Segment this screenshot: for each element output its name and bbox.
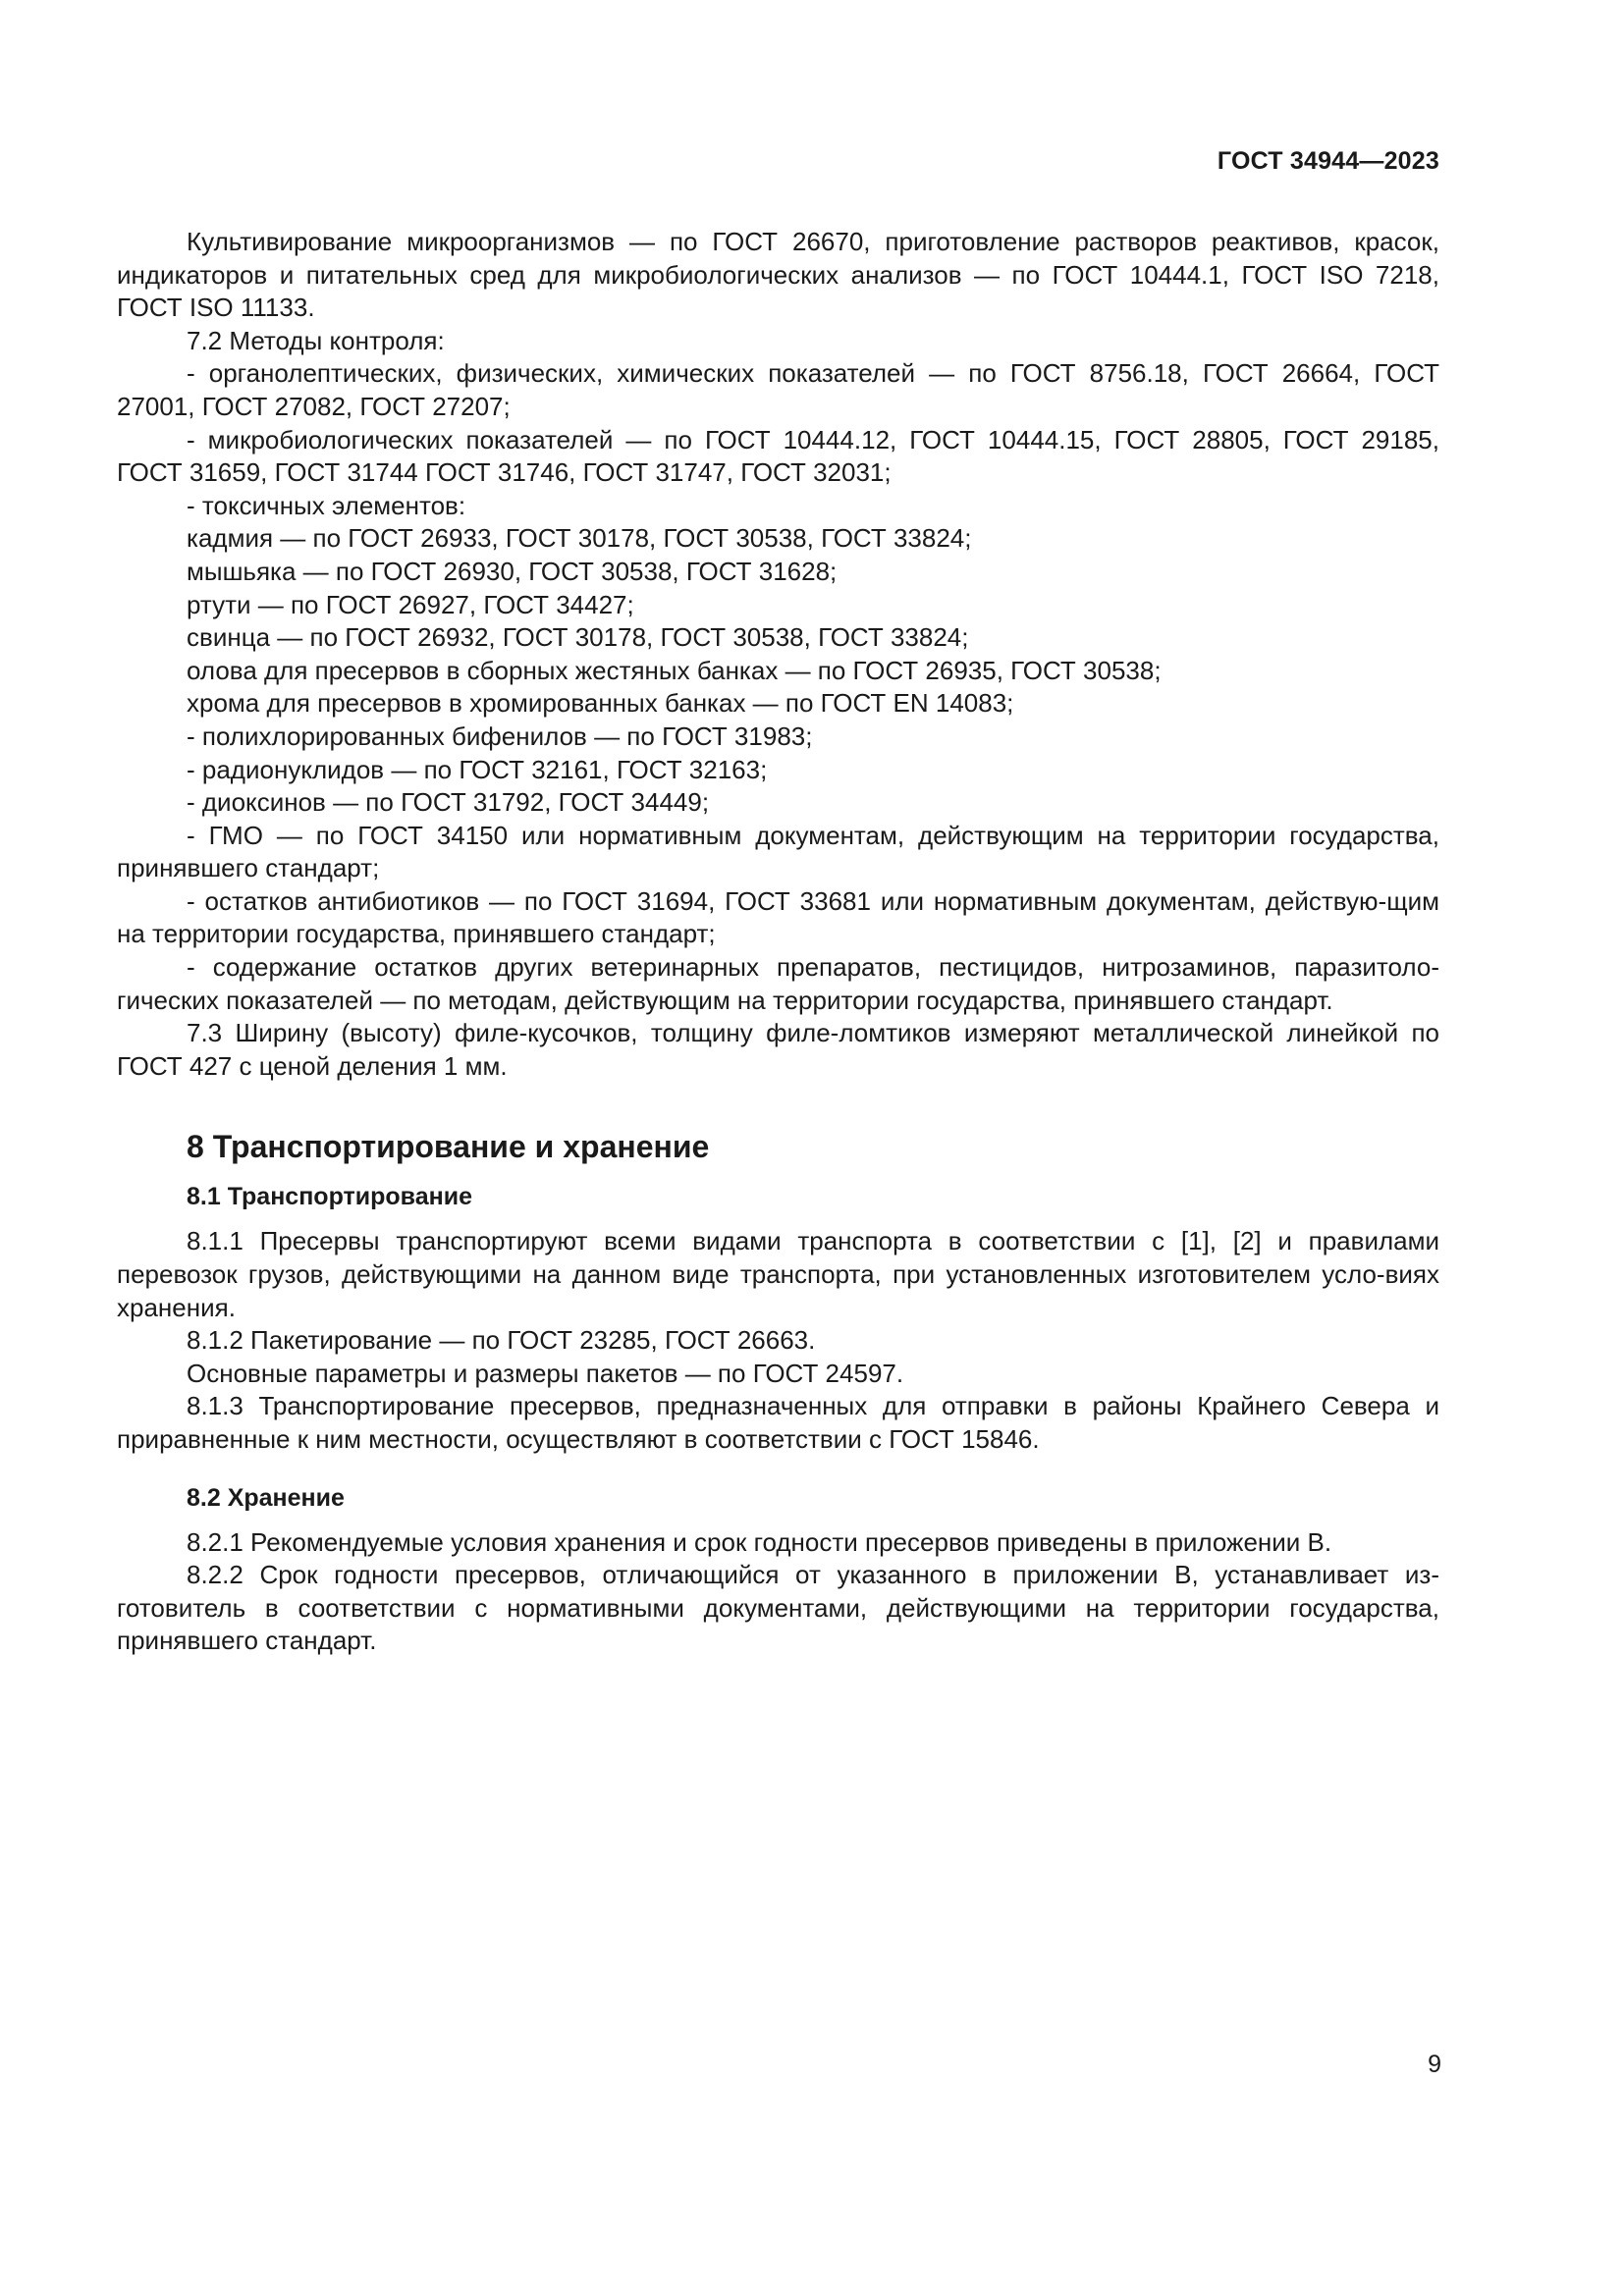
list-item: - полихлорированных бифенилов — по ГОСТ 31983; [187,721,813,751]
list-item: - органолептических, физических, химических показателей — по ГОСТ 8756.18, ГОСТ 26664, ГОСТ 27001, ГОСТ 27082, ГОСТ 27207; [117,358,1439,421]
list-item: олова для пресервов в сборных жестяных банках — по ГОСТ 26935, ГОСТ 30538; [187,655,1162,685]
list-item: - токсичных элементов: [187,490,466,520]
subsection-heading: 8.2 Хранение [187,1483,345,1512]
paragraph: 8.1.1 Пресервы транспортируют всеми видами транспорта в соответствии с [1], [2] и правилами перевозок грузов, действующими на данном виде транспорта, при установленных изготовителем усло-виях хранения. [117,1226,1439,1322]
list-item: - ГМО — по ГОСТ 34150 или нормативным документам, действующим на территории государства, принявшего стандарт; [117,820,1439,883]
list-item: - диоксинов — по ГОСТ 31792, ГОСТ 34449; [187,787,710,818]
list-item: мышьяка — по ГОСТ 26930, ГОСТ 30538, ГОСТ 31628; [187,556,838,586]
paragraph: 8.2.1 Рекомендуемые условия хранения и срок годности пресервов приведены в приложении В. [187,1526,1332,1557]
list-item: свинца — по ГОСТ 26932, ГОСТ 30178, ГОСТ 30538, ГОСТ 33824; [187,622,969,653]
document-code: ГОСТ 34944—2023 [1217,147,1439,175]
list-item: - содержание остатков других ветеринарных препаратов, пестицидов, нитрозаминов, паразитоло-гических показателей — по методам, действующим на территории государства, принявшего стандарт. [117,952,1439,1015]
paragraph: Основные параметры и размеры пакетов — по ГОСТ 24597. [187,1358,904,1388]
paragraph: 7.2 Методы контроля: [187,325,445,355]
list-item: - остатков антибиотиков — по ГОСТ 31694, ГОСТ 33681 или нормативным документам, действую-щим на территории государства, принявшего стандарт; [117,885,1439,949]
paragraph: Культивирование микроорганизмов — по ГОСТ 26670, приготовление растворов реактивов, красок, индикаторов и питательных сред для микробиологических анализов — по ГОСТ 10444.1, ГОСТ ISO 7218, ГОСТ ISO 11133. [117,227,1439,323]
list-item: - радионуклидов — по ГОСТ 32161, ГОСТ 32163; [187,754,768,784]
document-body [117,226,1439,1658]
list-item: хрома для пресервов в хромированных банках — по ГОСТ EN 14083; [187,688,1014,719]
subsection-heading: 8.1 Транспортирование [187,1183,472,1211]
list-item: - микробиологических показателей — по ГОСТ 10444.12, ГОСТ 10444.15, ГОСТ 28805, ГОСТ 29185, ГОСТ 31659, ГОСТ 31744 ГОСТ 31746, ГОСТ 31747, ГОСТ 32031; [117,424,1439,488]
section-heading: 8 Транспортирование и хранение [187,1129,710,1165]
paragraph: 8.2.2 Срок годности пресервов, отличающийся от указанного в приложении В, устанавливает из-готовитель в соответствии с нормативными документами, действующими на территории государства, принявшего стандарт. [117,1560,1439,1656]
list-item: кадмия — по ГОСТ 26933, ГОСТ 30178, ГОСТ 30538, ГОСТ 33824; [187,523,972,554]
page-number: 9 [1428,2051,1441,2078]
paragraph: 7.3 Ширину (высоту) филе-кусочков, толщину филе-ломтиков измеряют металлической линейкой по ГОСТ 427 с ценой деления 1 мм. [117,1018,1439,1081]
paragraph: 8.1.3 Транспортирование пресервов, предназначенных для отправки в районы Крайнего Севера и приравненные к ним местности, осуществляют в соответствии с ГОСТ 15846. [117,1391,1439,1454]
list-item: ртути — по ГОСТ 26927, ГОСТ 34427; [187,589,634,619]
paragraph: 8.1.2 Пакетирование — по ГОСТ 23285, ГОСТ 26663. [187,1325,816,1356]
